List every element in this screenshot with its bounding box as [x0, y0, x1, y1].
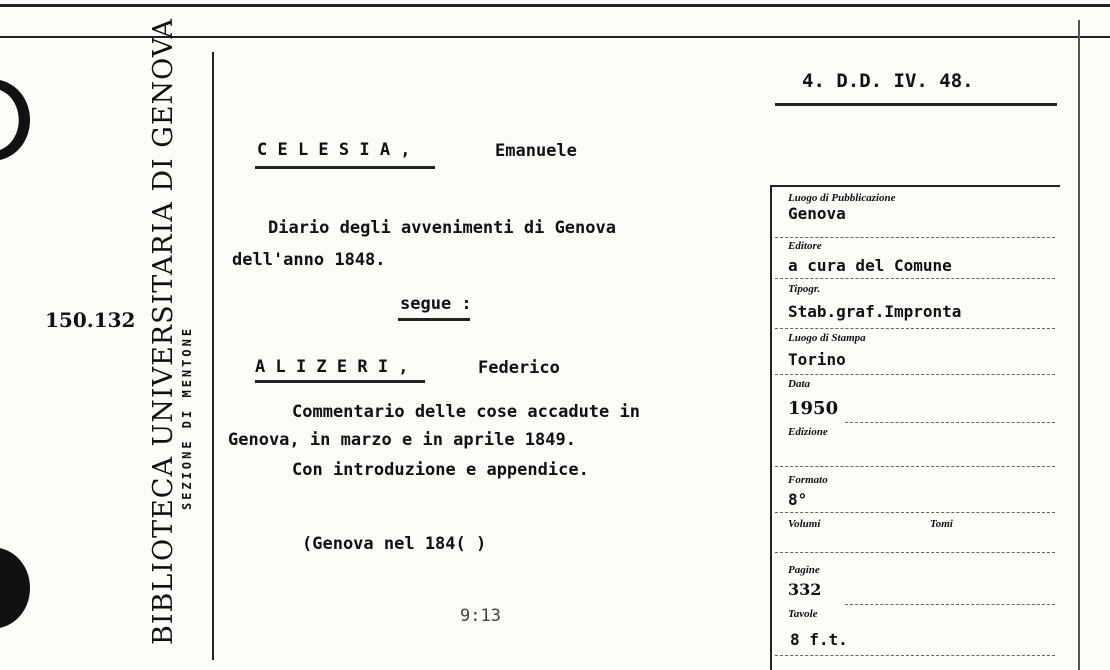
follows-underline	[398, 318, 470, 321]
author2-underline	[255, 380, 425, 383]
rule-6	[775, 466, 1055, 467]
call-number-underline	[775, 103, 1057, 106]
library-section-stamp	[180, 326, 194, 510]
luogo-pubblicazione-label: Luogo di Pubblicazione	[788, 192, 896, 204]
inventory-number: 150.132	[45, 308, 136, 332]
luogo-pubblicazione-value: Genova	[788, 204, 846, 223]
rule-7	[775, 512, 1055, 513]
right-edge	[1078, 20, 1080, 670]
edizione-label: Edizione	[788, 426, 828, 438]
volumi-label: Volumi	[788, 518, 821, 530]
bottom-number: 9:13	[460, 606, 501, 626]
author1-underline	[255, 166, 435, 169]
rule-10	[775, 655, 1055, 656]
data-value: 1950	[788, 398, 839, 419]
editore-label: Editore	[788, 240, 822, 252]
luogo-stampa-value: Torino	[788, 350, 846, 369]
tavole-value: 8 f.t.	[790, 630, 848, 649]
rule-8	[775, 552, 1055, 553]
tipografo-label: Tipogr.	[788, 283, 821, 295]
title2-line3: Con introduzione e appendice.	[292, 460, 589, 480]
formato-value: 8°	[788, 490, 808, 509]
editore-value: a cura del Comune	[788, 256, 952, 275]
rule-2	[775, 278, 1055, 279]
library-name: BIBLIOTECA UNIVERSITARIA DI GENOVA	[148, 17, 179, 645]
tavole-label: Tavole	[788, 608, 818, 620]
author2-name: Federico	[478, 358, 560, 378]
title1-line1: Diario degli avvenimenti di Genova	[268, 218, 616, 238]
rule-9	[845, 604, 1055, 605]
tomi-label: Tomi	[930, 518, 953, 530]
top-border	[0, 4, 1110, 7]
formato-label: Formato	[788, 474, 828, 486]
punch-hole-bottom	[0, 548, 40, 628]
follows-label: segue :	[400, 294, 472, 314]
title2-line2: Genova, in marzo e in aprile 1849.	[228, 430, 576, 450]
pagine-label: Pagine	[788, 564, 820, 576]
tipografo-value: Stab.graf.Impronta	[788, 302, 962, 321]
title1-line2: dell'anno 1848.	[232, 250, 386, 270]
luogo-stampa-label: Luogo di Stampa	[788, 332, 866, 344]
rule-5	[845, 422, 1055, 423]
library-section: SEZIONE DI MENTONE	[180, 325, 194, 510]
data-label: Data	[788, 378, 810, 390]
rule-3	[775, 328, 1055, 329]
library-stamp	[148, 18, 179, 645]
call-number: 4. D.D. IV. 48.	[802, 70, 974, 92]
pagine-value: 332	[788, 580, 822, 599]
author1-surname: C E L E S I A ,	[257, 140, 411, 160]
punch-hole-top	[0, 80, 40, 160]
rule-1	[775, 237, 1055, 238]
author1-name: Emanuele	[495, 141, 577, 161]
fields-box-left	[770, 185, 772, 670]
author2-surname: A L I Z E R I ,	[255, 357, 409, 377]
series-note: (Genova nel 184( )	[302, 534, 487, 554]
rule-4	[775, 374, 1055, 375]
fields-box-top	[770, 185, 1060, 187]
title2-line1: Commentario delle cose accadute in	[292, 402, 640, 422]
margin-line	[212, 52, 214, 660]
